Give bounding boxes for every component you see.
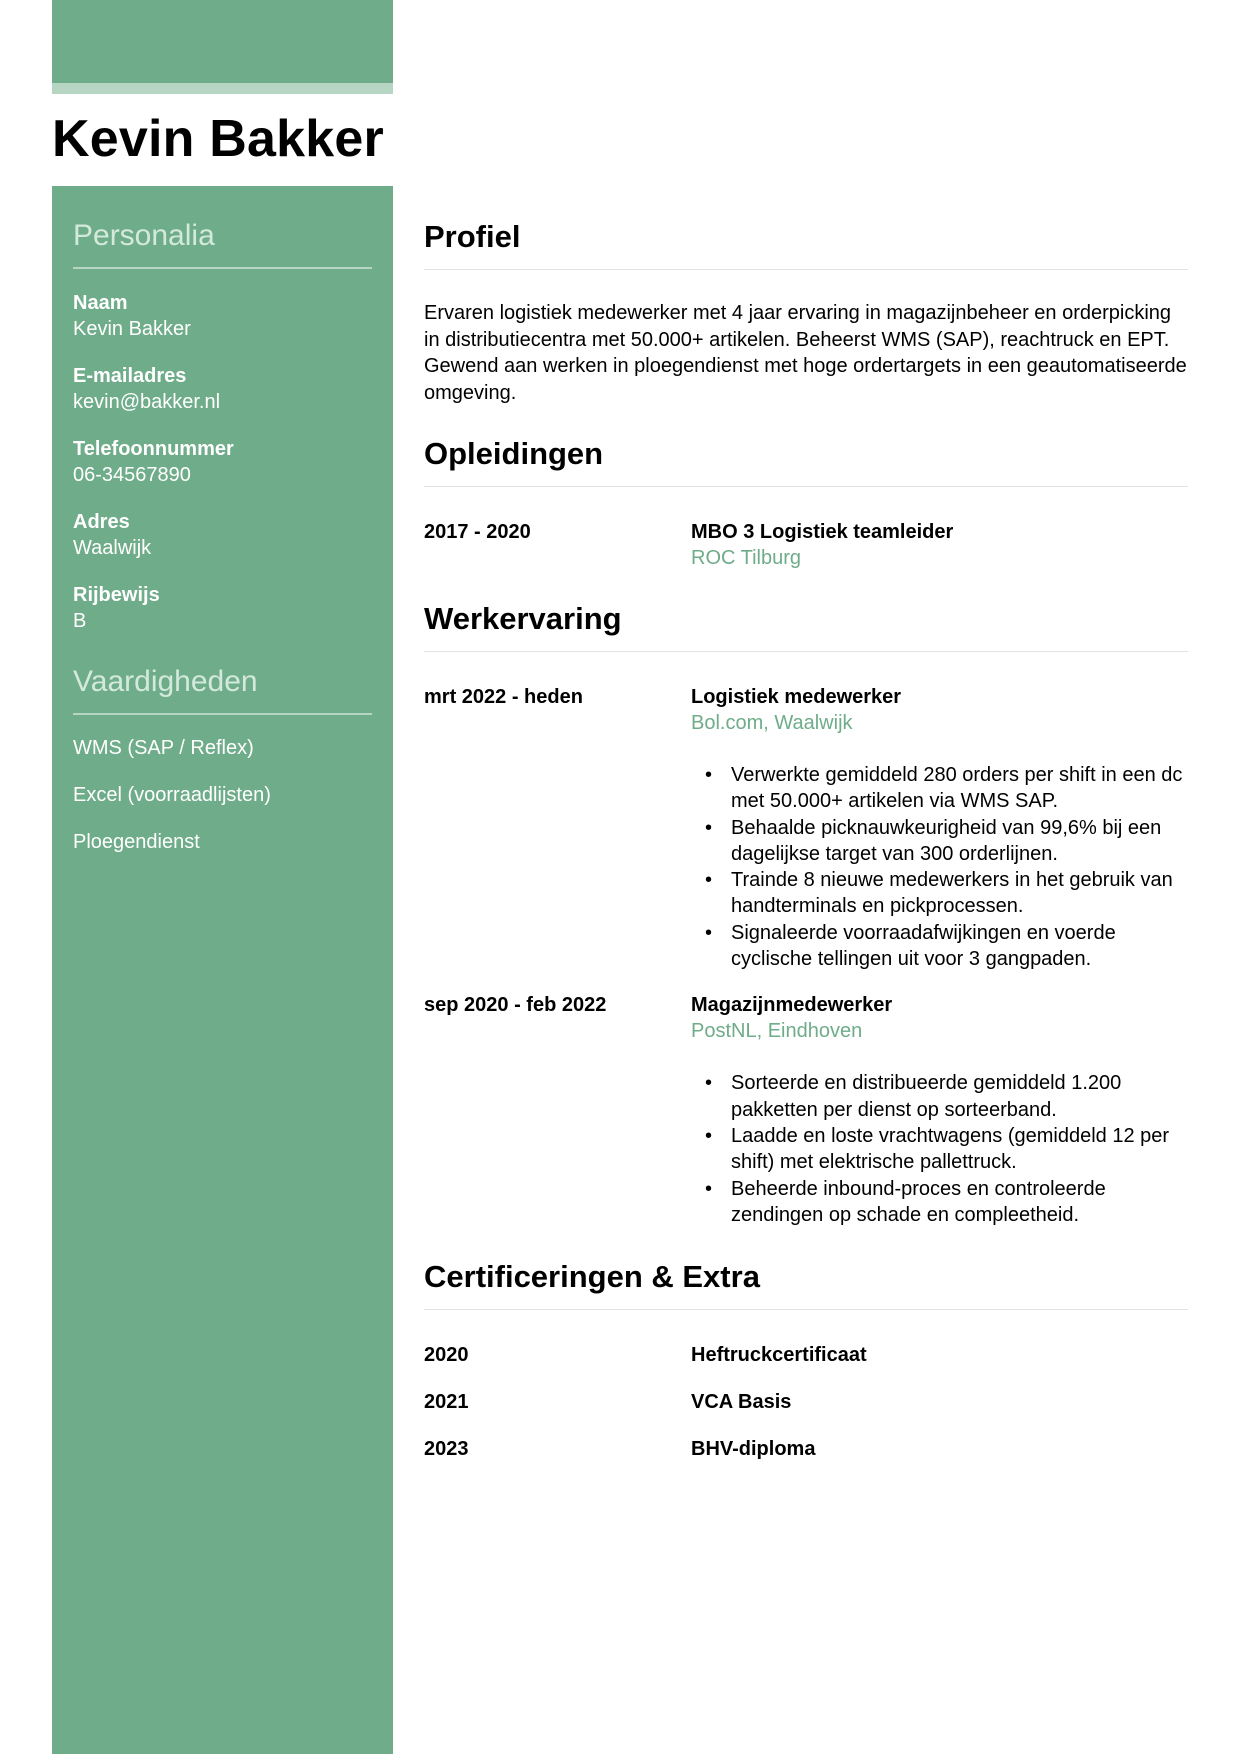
education-entry [424, 519, 1188, 571]
entry-date: 2023 [424, 1438, 469, 1461]
bullet-list [691, 762, 1188, 972]
skills-heading: Vaardigheden [73, 665, 258, 698]
bullet-item: • Behaalde picknauwkeurigheid van 99,6% bij een dagelijkse target van 300 orderlijnen. [731, 815, 1188, 868]
skill-item: Excel (voorraadlijsten) [73, 784, 271, 806]
experience-entry [424, 992, 1188, 1228]
field-value: 06-34567890 [73, 464, 191, 486]
field-drivers-license [73, 582, 372, 634]
entry-body [691, 684, 1188, 972]
entry-title: VCA Basis [691, 1391, 792, 1414]
section-divider [424, 651, 1188, 652]
field-value: Waalwijk [73, 537, 152, 559]
personalia-heading: Personalia [73, 219, 215, 252]
experience-section [424, 600, 1188, 1228]
field-value: B [73, 610, 87, 632]
section-heading: Opleidingen [424, 436, 604, 471]
entry-date: sep 2020 - feb 2022 [424, 994, 607, 1017]
header-accent-stripe [52, 83, 393, 94]
candidate-name: Kevin Bakker [52, 110, 384, 168]
section-divider [424, 486, 1188, 487]
field-naam [73, 290, 372, 342]
bullet-list [691, 1070, 1188, 1228]
section-divider [424, 269, 1188, 270]
field-phone [73, 436, 372, 488]
certifications-section [424, 1258, 1188, 1462]
field-email [73, 363, 372, 415]
bullet-item: • Verwerkte gemiddeld 280 orders per shift in een dc met 50.000+ artikelen via WMS SAP. [731, 762, 1188, 815]
bullet-item: • Laadde en loste vrachtwagens (gemiddeld 12 per shift) met elektrische pallettruck. [731, 1123, 1188, 1176]
entry-title: Logistiek medewerker [691, 686, 902, 708]
field-value: Kevin Bakker [73, 318, 191, 340]
section-divider [424, 1309, 1188, 1310]
entry-date: mrt 2022 - heden [424, 686, 583, 708]
entry-title: Heftruckcertificaat [691, 1344, 867, 1367]
certification-entry [424, 1389, 1188, 1415]
field-label: Rijbewijs [73, 584, 160, 606]
section-heading: Certificeringen & Extra [424, 1259, 760, 1295]
skill-item: Ploegendienst [73, 831, 200, 853]
entry-body [691, 992, 1188, 1228]
profile-text: Ervaren logistiek medewerker met 4 jaar ervaring in magazijnbeheer en orderpicking in distributiecentra met 50.000+ artikelen. Beheerst WMS (SAP), reachtruck en EPT. Gewend aan werken in ploegendienst met hoge ordertargets in een geautomatiseerde omgeving. [424, 302, 1187, 404]
skills-divider [73, 713, 372, 715]
entry-title: BHV-diploma [691, 1438, 816, 1461]
sidebar [52, 186, 393, 1754]
field-address [73, 509, 372, 561]
header-color-band [52, 0, 393, 83]
entry-employer: Bol.com, Waalwijk [691, 712, 853, 734]
main-content [424, 186, 1188, 1462]
field-label: Telefoonnummer [73, 438, 234, 460]
certification-entry [424, 1436, 1188, 1462]
education-section [424, 435, 1188, 571]
section-heading: Werkervaring [424, 601, 622, 636]
entry-employer: PostNL, Eindhoven [691, 1020, 863, 1043]
certification-entry [424, 1342, 1188, 1368]
field-label: E-mailadres [73, 365, 187, 387]
entry-title: MBO 3 Logistiek teamleider [691, 521, 954, 543]
entry-title: Magazijnmedewerker [691, 994, 893, 1017]
entry-date: 2020 [424, 1344, 469, 1367]
personalia-divider [73, 267, 372, 269]
bullet-item: • Trainde 8 nieuwe medewerkers in het gebruik van handterminals en pickprocessen. [731, 867, 1188, 920]
entry-body [691, 519, 1188, 571]
field-label: Adres [73, 511, 130, 533]
entry-institution: ROC Tilburg [691, 547, 802, 569]
bullet-item: • Signaleerde voorraadafwijkingen en voerde cyclische tellingen uit voor 3 gangpaden. [731, 920, 1188, 973]
field-value: kevin@bakker.nl [73, 391, 221, 413]
bullet-item: • Sorteerde en distribueerde gemiddeld 1.200 pakketten per dienst op sorteerband. [731, 1070, 1188, 1123]
bullet-item: • Beheerde inbound-proces en controleerde zendingen op schade en compleetheid. [731, 1176, 1188, 1229]
skill-item: WMS (SAP / Reflex) [73, 737, 254, 759]
entry-date: 2017 - 2020 [424, 521, 531, 543]
entry-date: 2021 [424, 1391, 469, 1414]
field-label: Naam [73, 292, 128, 314]
section-heading: Profiel [424, 219, 521, 254]
skills-list [73, 735, 372, 855]
profile-section [424, 218, 1188, 406]
experience-entry [424, 684, 1188, 972]
